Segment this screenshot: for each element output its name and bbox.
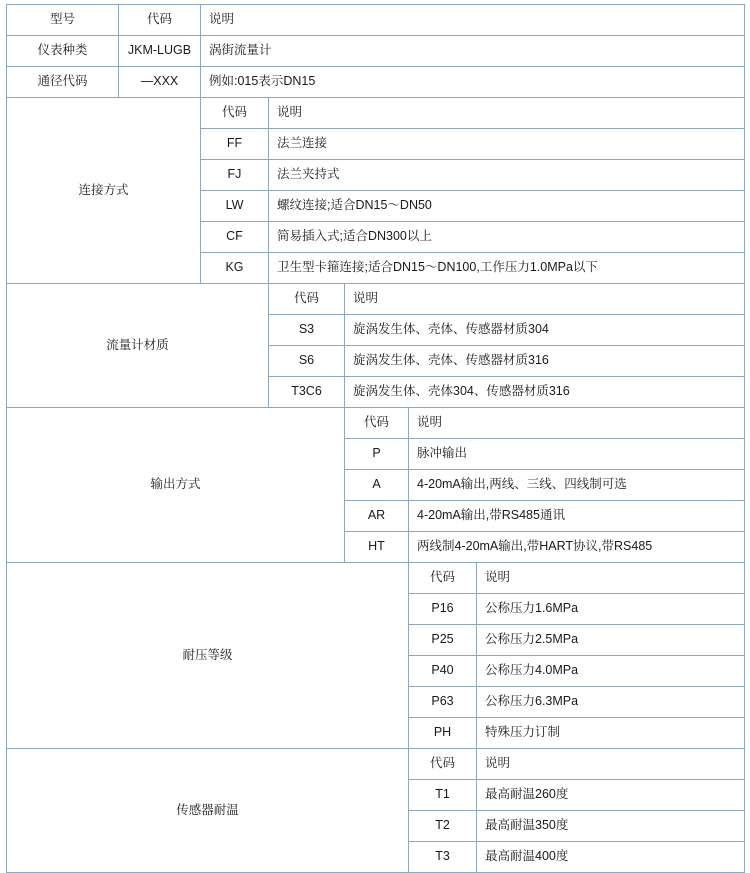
item-desc: 公称压力4.0MPa [477, 656, 745, 687]
section-label-temperature: 传感器耐温 [7, 749, 409, 873]
item-code: T1 [409, 780, 477, 811]
item-desc: 螺纹连接;适合DN15～DN50 [269, 191, 745, 222]
item-code: FJ [201, 160, 269, 191]
section-label-connection: 连接方式 [7, 98, 201, 284]
table-row [7, 67, 745, 98]
item-desc: 脉冲输出 [409, 439, 745, 470]
header-code: 代码 [119, 5, 201, 36]
item-desc: 旋涡发生体、壳体、传感器材质304 [345, 315, 745, 346]
subheader-code: 代码 [201, 98, 269, 129]
subheader-desc: 说明 [345, 284, 745, 315]
item-code: KG [201, 253, 269, 284]
item-code: P63 [409, 687, 477, 718]
item-code: S6 [269, 346, 345, 377]
row-label: 通径代码 [7, 67, 119, 98]
model-spec-table [6, 4, 745, 873]
section-subheader-row [7, 749, 745, 780]
item-code: CF [201, 222, 269, 253]
item-desc: 特殊压力订制 [477, 718, 745, 749]
item-desc: 公称压力2.5MPa [477, 625, 745, 656]
item-code: FF [201, 129, 269, 160]
section-label-material: 流量计材质 [7, 284, 269, 408]
item-code: T2 [409, 811, 477, 842]
item-desc: 法兰夹持式 [269, 160, 745, 191]
item-code: HT [345, 532, 409, 563]
item-desc: 最高耐温260度 [477, 780, 745, 811]
table-header-row [7, 5, 745, 36]
subheader-desc: 说明 [269, 98, 745, 129]
item-desc: 两线制4-20mA输出,带HART协议,带RS485 [409, 532, 745, 563]
header-desc: 说明 [201, 5, 745, 36]
subheader-desc: 说明 [409, 408, 745, 439]
item-code: A [345, 470, 409, 501]
row-code: —XXX [119, 67, 201, 98]
item-code: S3 [269, 315, 345, 346]
subheader-code: 代码 [409, 563, 477, 594]
item-desc: 简易插入式;适合DN300以上 [269, 222, 745, 253]
item-desc: 卫生型卡箍连接;适合DN15～DN100,工作压力1.0MPa以下 [269, 253, 745, 284]
section-label-pressure: 耐压等级 [7, 563, 409, 749]
item-desc: 公称压力1.6MPa [477, 594, 745, 625]
section-label-output: 输出方式 [7, 408, 345, 563]
item-desc: 4-20mA输出,带RS485通讯 [409, 501, 745, 532]
section-subheader-row [7, 98, 745, 129]
item-code: AR [345, 501, 409, 532]
item-code: P40 [409, 656, 477, 687]
item-code: LW [201, 191, 269, 222]
item-desc: 旋涡发生体、壳体、传感器材质316 [345, 346, 745, 377]
item-desc: 公称压力6.3MPa [477, 687, 745, 718]
item-desc: 最高耐温400度 [477, 842, 745, 873]
header-model: 型号 [7, 5, 119, 36]
item-code: P [345, 439, 409, 470]
item-code: T3C6 [269, 377, 345, 408]
section-subheader-row [7, 408, 745, 439]
row-label: 仪表种类 [7, 36, 119, 67]
row-code: JKM-LUGB [119, 36, 201, 67]
row-desc: 涡街流量计 [201, 36, 745, 67]
section-subheader-row [7, 563, 745, 594]
item-desc: 4-20mA输出,两线、三线、四线制可选 [409, 470, 745, 501]
subheader-code: 代码 [409, 749, 477, 780]
item-desc: 法兰连接 [269, 129, 745, 160]
subheader-code: 代码 [269, 284, 345, 315]
table-row [7, 36, 745, 67]
item-desc: 最高耐温350度 [477, 811, 745, 842]
subheader-desc: 说明 [477, 563, 745, 594]
section-subheader-row [7, 284, 745, 315]
item-code: PH [409, 718, 477, 749]
row-desc: 例如:015表示DN15 [201, 67, 745, 98]
item-code: T3 [409, 842, 477, 873]
item-code: P16 [409, 594, 477, 625]
item-code: P25 [409, 625, 477, 656]
subheader-code: 代码 [345, 408, 409, 439]
item-desc: 旋涡发生体、壳体304、传感器材质316 [345, 377, 745, 408]
subheader-desc: 说明 [477, 749, 745, 780]
